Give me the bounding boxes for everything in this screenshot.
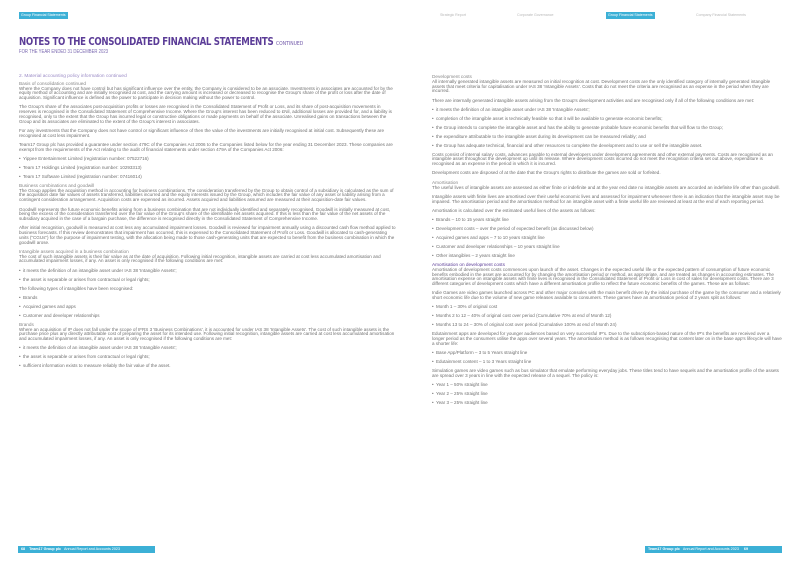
paragraph: [432, 195, 783, 205]
block-text: Customer and developer relationships – 10 years straight line: [436, 244, 560, 250]
paragraph: [432, 99, 783, 104]
section-tag: Group Financial Statements: [21, 13, 66, 17]
block-text: Acquired games and apps: [23, 303, 76, 309]
bullet-item: [19, 278, 396, 283]
block-text: Amortisation of development costs commences upon launch of the asset. Changes in the expected useful life or the expected pattern of consumption of future economic benefits embodied in the asset are accounted for by changing the amortisation period or method, as appropriate, and are treated as changes in accounting estimates. The amortisation expense on intangible assets with finite lives is recognised in the Consolidated Statement of Profit or Loss in cost of sales for development costs. There are 3 different categories of development costs which have a different amortisation profile to reflect the future economic benefits of the games. These are as follows:: [432, 266, 774, 287]
page-subtitle: FOR THE YEAR ENDED 31 DECEMBER 2023: [19, 49, 109, 55]
bullet-item: [432, 144, 783, 149]
block-text: Brands – 10 to 15 years straight line: [436, 217, 509, 223]
bullet-item: [432, 245, 783, 250]
paragraph: [19, 87, 396, 101]
bullet-item: [432, 351, 783, 356]
paragraph: [19, 226, 396, 245]
paragraph: [432, 80, 783, 94]
bullet-item: [432, 236, 783, 241]
block-text: Base App/Platform – 3 to 5 Years straight line: [436, 350, 528, 356]
block-text: Simulation games are video games such as bus simulator that emulate performing everyday jobs. These titles tend to have sequels and the amortisation profile of the assets are spread over 3 years in line with the expected release of a sequel. The policy is:: [432, 368, 779, 378]
block-text: The cost of such intangible assets is their fair value as at the date of acquisition. Following initial recognition, intangible assets are carried at cost less accumulated amortisation and accumulated impairment losses, if any. An asset is only recognised if the following conditions are met:: [19, 253, 381, 264]
block-text: Business combinations and goodwill: [19, 182, 95, 188]
block-text: All internally generated intangible assets are measured on initial recognition at cost. Development costs are the only identified category of internally generated intangible assets that meet criteria for capitalisation under IAS 38 'Intangible Assets'. Costs that do not meet the criteria are recognised as an expense in the period when they are incurred.: [432, 78, 771, 94]
block-text: Brands: [23, 295, 38, 301]
bullet-item: [432, 392, 783, 397]
report-name: Annual Report and Accounts 2023: [682, 547, 739, 551]
bullet-item: [19, 296, 396, 301]
company-name: Team17 Group plc: [29, 547, 62, 551]
block-text: Goodwill represents the future economic benefits arising from a business combination that are not individually identified and separately recognised. Goodwill is initially measured at cost, being the excess of the consideration transferred over the fair value of the Group's share of the identifiable net assets acquired. If this is less than the fair value of the net assets of the subsidiary acquired in the case of a bargain purchase, the difference is recognised directly in the Consolidated Statement of Comprehensive Income.: [19, 206, 391, 222]
continued-label: continued: [105, 74, 127, 79]
bullet-item: [432, 305, 783, 310]
bullet-item: [432, 126, 783, 131]
block-text: Development costs: [432, 74, 472, 79]
bullet-item: [432, 108, 783, 113]
block-text: the Group has adequate technical, financial and other resources to complete the development and to use or sell the intangible asset.: [436, 142, 703, 148]
block-text: Yippee Entertainment Limited (registration number: 07522716): [23, 156, 149, 162]
paragraph: [432, 369, 783, 379]
block-text: Basis of consolidation: [19, 80, 65, 86]
paragraph: [19, 189, 396, 203]
block-text: Team 17 Software Limited (registration number: 07416014): [23, 174, 142, 179]
block-text: Months 13 to 24 – 30% of original cost over period (Cumulative 100% at end of Month 24): [436, 322, 617, 328]
paragraph: [19, 255, 396, 265]
footer-right: [645, 546, 782, 553]
bullet-item: [19, 175, 396, 180]
bullet-item: [432, 383, 783, 388]
block-text: Months 2 to 12 – 40% of original cost over period (Cumulative 70% at end of Month 12): [436, 313, 612, 319]
bullet-item: [432, 117, 783, 122]
page-number: 69: [743, 547, 749, 551]
title-text: NOTES TO THE CONSOLIDATED FINANCIAL STATEMENTS: [19, 36, 274, 48]
bullet-item: [19, 364, 396, 369]
block-text: For any investments that the Company does not have control or significant influence of then the value of the investments are initially recognised at initial cost. Subsequently these are recognised at cost less impairment.: [19, 127, 384, 138]
block-text: After initial recognition, goodwill is measured at cost less any accumulated impairment losses. Goodwill is reviewed for impairment annually using a discounted cash flow method applied to business forecasts. If this review demonstrates that impairment has occurred, this is expensed to the Consolidated Statement of Profit or Loss. Goodwill is allocated to cash-generating units ("CGUs") for the purpose of impairment testing, with the allocation being made to those cash-generating units that are expected to benefit from the business combination in which the goodwill arose.: [19, 225, 396, 245]
left-column: [19, 75, 396, 373]
block-text: There are internally generated intangible assets arising from the Group's development activities and are recognised only if all of the following conditions are met:: [432, 97, 755, 103]
block-text: it meets the definition of an intangible asset under IAS 38 'Intangible Assets';: [436, 106, 590, 112]
block-text: Year 1 – 50% straight line: [436, 382, 488, 388]
block-text: Amortisation is calculated over the estimated useful lives of the assets as follows:: [432, 208, 596, 213]
paragraph: [19, 208, 396, 222]
company-name: Team17 Group plc: [648, 547, 680, 551]
block-text: the asset is separable or arises from contractual or legal rights;: [23, 354, 150, 360]
block-text: the Group intends to complete the intangible asset and has the ability to generate probable future economic benefits that will flow to the Group;: [436, 124, 723, 130]
block-text: sufficient information exists to measure reliably the fair value of the asset.: [23, 363, 171, 369]
block-text: Team 17 Holdings Limited (registration number: 10293313): [23, 165, 142, 171]
block-text: Costs consist of internal salary costs, advances payable to external developers under development agreements and other external payments. Costs are recognised as an intangible asset throughout the development up until its release. Where development costs incurred do not meet the recognition criteria set out above, expenditure is recognised as an expense in the period in which it is incurred.: [432, 151, 773, 167]
block-text: Team17 Group plc has provided a guarantee under section 479C of the Companies Act 2006 to the Companies listed below for the year ending 31 December 2023. These companies are exempt from the requirements of the Act relating to the audit of financial statements under section 479A of the Companies Act 2006:: [19, 142, 393, 152]
nav-strategic-report[interactable]: Strategic Report: [440, 13, 466, 17]
paragraph: [432, 153, 783, 167]
block-text: the asset is separable or arises from contractual or legal rights;: [23, 276, 150, 282]
paragraph: [432, 332, 783, 346]
block-text: Intangible assets with finite lives are amortised over their useful economic lives and assessed for impairment whenever there is an indication that the intangible asset may be impaired. The amortisation period and the amortisation method for an intangible asset with a finite useful life are reviewed at least at the end of each reporting period.: [432, 193, 780, 204]
block-text: Brands: [19, 321, 34, 327]
block-text: Development costs are disposed of at the date that the Group's rights to distribute the games are sold or forfeited.: [432, 170, 661, 176]
bullet-item: [432, 401, 783, 406]
nav-group-financial-statements[interactable]: Group Financial Statements: [608, 13, 653, 17]
block-text: The useful lives of intangible assets are assessed as either finite or indefinite and at the year end date no intangible assets are accorded an indefinite life other than goodwill.: [432, 184, 780, 190]
nav-company-financial-statements[interactable]: Company Financial Statements: [696, 13, 746, 17]
report-name: Annual Report and Accounts 2023: [64, 547, 121, 551]
block-text: Where the Company does not have control but has significant influence over the entity, the Company is considered to be an associate. Investments in associates are accounted for by the equity method of accounting and are initially recognised at cost, and the carrying amount is increased or decreased to recognise the Group's share of the profit or loss after the date of acquisition. Significant influence is defined as the power to participate in decision making without the power to control.: [19, 85, 393, 100]
block-text: Year 3 – 25% straight line: [436, 399, 488, 405]
bullet-item: [432, 314, 783, 319]
footer-left: [18, 546, 155, 553]
bullet-item: [432, 254, 783, 259]
bullet-item: [19, 166, 396, 171]
paragraph: [432, 186, 783, 191]
block-text: Edutainment apps are developed for younger audiences based on very successful IP's. Due to the subscription-based nature of the IP's the benefits are received over a longer period as the consumers utilise the apps over several years. The amortisation method is as follows recognising that content later on in the base app's lifecycle will have a shorter life:: [432, 331, 782, 346]
bullet-item: [432, 227, 783, 232]
block-text: Other intangibles – 2 years straight line: [436, 253, 515, 259]
block-text: Amortisation on development costs: [432, 262, 505, 268]
block-text: Amortisation: [432, 179, 459, 185]
section-heading: [19, 75, 396, 80]
block-text: Development costs – over the period of expected benefit (as discussed below): [436, 226, 594, 232]
right-column: [432, 75, 783, 410]
nav-corporate-governance[interactable]: Corporate Governance: [517, 13, 554, 17]
block-text: Indie Games are video games launched across PC and other major consoles with the main benefit driven by the initial purchase of the game by the consumer and a relatively short economic life due to the volume of new game releases available to consumers. These games have an amortisation period of 2 years split as follows:: [432, 290, 781, 301]
block-text: it meets the definition of an intangible asset under IAS 38 'Intangible Assets';: [23, 267, 177, 273]
paragraph: [19, 328, 396, 342]
bullet-item: [432, 135, 783, 140]
block-text: Month 1 – 30% of original cost: [436, 304, 498, 310]
block-text: completion of the intangible asset is technically feasible so that it will be available to generate economic benefits;: [436, 115, 663, 121]
paragraph: [19, 105, 396, 124]
block-text: Year 2 – 25% straight line: [436, 391, 488, 397]
block-text: the expenditure attributable to the intangible asset during its development can be measured reliably; and: [436, 133, 646, 139]
bullet-item: [19, 305, 396, 310]
block-text: Acquired games and apps – 7 to 10 years straight line: [436, 235, 545, 241]
block-text: The Group applies the acquisition method in accounting for business combinations. The consideration transferred by the Group to obtain control of a subsidiary is calculated as the sum of the acquisition date fair values of assets transferred, liabilities incurred and the equity interests issued by the Group, which includes the fair value of any asset or liability arising from a contingent consideration arrangement. Acquisition costs are expensed as incurred. Assets acquired and liabilities assumed are measured at their acquisition-date fair values.: [19, 187, 394, 203]
bullet-item: [19, 157, 396, 162]
paragraph: [19, 129, 396, 139]
paragraph: [432, 171, 783, 176]
paragraph: [432, 291, 783, 301]
bullet-item: [432, 360, 783, 365]
block-text: Where an acquisition of IP does not fall under the scope of IFRS 3 'Business Combinations', it is accounted for under IAS 38 'Intangible Assets'. The cost of such intangible assets is the purchase price plus any directly attributable cost of preparing the asset for its intended use. Following initial recognition, intangible assets are carried at cost less accumulated amortisation and accumulated impairment losses, if any. An asset is only recognised if the following conditions are met:: [19, 326, 395, 342]
block-text: 2. Material accounting policy information: [19, 74, 105, 79]
block-text: Edutainment content – 1 to 3 Years straight line: [436, 359, 532, 365]
paragraph: [19, 287, 396, 292]
bullet-item: [432, 323, 783, 328]
continued-label: continued: [65, 80, 86, 86]
bullet-item: [432, 218, 783, 223]
paragraph: [432, 209, 783, 214]
block-text: Intangible assets acquired in a business combination: [19, 248, 129, 254]
block-text: The following types of intangibles have been recognised:: [19, 285, 134, 291]
title-suffix: CONTINUED: [276, 41, 304, 47]
page-number: 68: [21, 547, 26, 551]
paragraph: [432, 268, 783, 287]
bullet-item: [19, 355, 396, 360]
bullet-item: [19, 269, 396, 274]
block-text: Customer and developer relationships: [23, 312, 100, 318]
bullet-item: [19, 314, 396, 319]
page-title: [19, 36, 303, 48]
paragraph: [19, 143, 396, 153]
block-text: The Group's share of the associates post-acquisition profits or losses are recognised in the Consolidated Statement of Profit or Loss, and its share of post-acquisition movements in reserves is recognised in the Consolidated Statement of Comprehensive Income. Where the Group's interest has been reduced to £Nil, additional losses are provided for, and a liability is recognised, only to the extent that the Group has incurred legal or constructive obligations or made payments on behalf of the associate. Unrealised gains on transactions between the Group and its associates are eliminated to the extent of the Group's interest in associates.: [19, 104, 392, 124]
block-text: it meets the definition of an intangible asset under IAS 38 'Intangible Assets';: [23, 345, 177, 351]
bullet-item: [19, 346, 396, 351]
